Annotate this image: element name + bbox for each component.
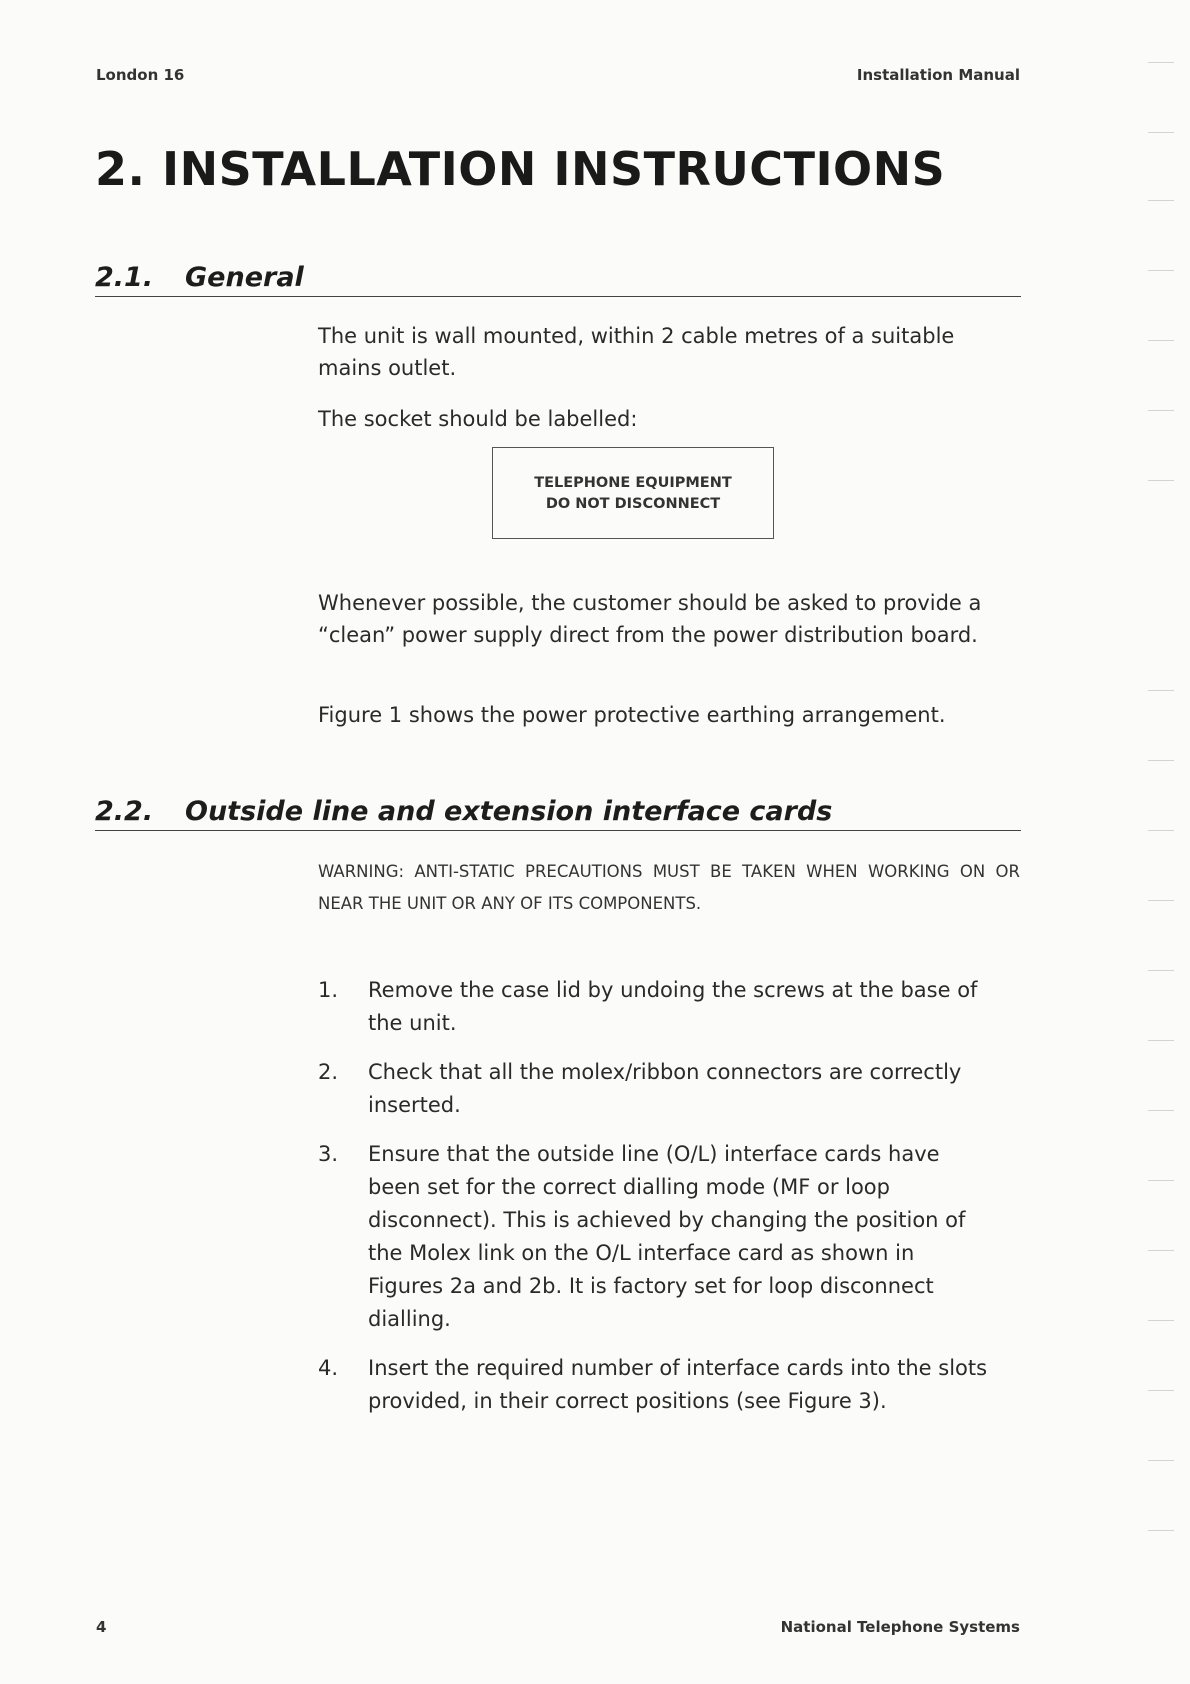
scan-edge-mark: [1148, 1110, 1174, 1111]
step-number: 1.: [318, 978, 339, 1002]
running-header-right: Installation Manual: [856, 66, 1020, 84]
section-title: General: [185, 262, 304, 293]
page-number: 4: [96, 1618, 107, 1636]
scan-edge-mark: [1148, 1250, 1174, 1251]
section-number: 2.2.: [95, 796, 154, 827]
section-heading-general: [95, 256, 1021, 297]
list-item: [318, 974, 998, 1040]
scan-edge-mark: [1148, 270, 1174, 271]
scan-edge-mark: [1148, 830, 1174, 831]
paragraph-power-supply: Whenever possible, the customer should be asked to provide a “clean” power supply direct from the power distribution board.: [318, 591, 982, 647]
scan-edge-mark: [1148, 1320, 1174, 1321]
footer-company: National Telephone Systems: [780, 1618, 1020, 1636]
warning-text: WARNING: ANTI-STATIC PRECAUTIONS MUST BE TAKEN WHEN WORKING ON OR NEAR THE UNIT OR ANY OF ITS COMPONENTS.: [318, 862, 1020, 913]
scan-edge-mark: [1148, 1390, 1174, 1391]
step-text: Ensure that the outside line (O/L) interface cards have been set for the correct dialling mode (MF or loop disconnect). This is achieved by changing the position of the Molex link on the O/L interface card as shown in Figures 2a and 2b. It is factory set for loop disconnect dialling.: [368, 1142, 966, 1331]
scan-edge-mark: [1148, 900, 1174, 901]
scan-edge-mark: [1148, 1530, 1174, 1531]
step-number: 2.: [318, 1060, 339, 1084]
socket-label-line-2: DO NOT DISCONNECT: [545, 496, 721, 512]
scan-edge-mark: [1148, 410, 1174, 411]
scan-edge-mark: [1148, 1040, 1174, 1041]
paragraph-mounting: The unit is wall mounted, within 2 cable metres of a suitable mains outlet.: [318, 324, 955, 380]
chapter-title: 2. INSTALLATION INSTRUCTIONS: [95, 142, 946, 196]
step-text: Insert the required number of interface cards into the slots provided, in their correct positions (see Figure 3).: [368, 1356, 988, 1413]
scan-edge-mark: [1148, 690, 1174, 691]
scan-edge-mark: [1148, 132, 1174, 133]
scan-edge-mark: [1148, 1460, 1174, 1461]
section-number: 2.1.: [95, 262, 154, 293]
section-heading-interface-cards: [95, 790, 1021, 831]
scan-edge-mark: [1148, 1180, 1174, 1181]
list-item: [318, 1352, 998, 1452]
list-item: [318, 1138, 998, 1336]
socket-label-line-1: TELEPHONE EQUIPMENT: [534, 475, 732, 491]
step-text: Remove the case lid by undoing the screws at the base of the unit.: [368, 978, 978, 1035]
step-number: 4.: [318, 1356, 339, 1380]
scan-edge-mark: [1148, 62, 1174, 63]
scan-edge-mark: [1148, 480, 1174, 481]
paragraph-socket-label: The socket should be labelled:: [318, 407, 638, 431]
socket-label-box: [492, 447, 774, 539]
scan-edge-mark: [1148, 970, 1174, 971]
section-title: Outside line and extension interface cards: [185, 796, 833, 827]
scan-edge-mark: [1148, 760, 1174, 761]
scan-edge-mark: [1148, 340, 1174, 341]
step-text: Check that all the molex/ribbon connectors are correctly inserted.: [368, 1060, 962, 1117]
step-number: 3.: [318, 1142, 339, 1166]
running-header-left: London 16: [96, 66, 185, 84]
scan-edge-mark: [1148, 200, 1174, 201]
paragraph-earthing: Figure 1 shows the power protective earthing arrangement.: [318, 703, 946, 727]
list-item: [318, 1056, 998, 1122]
